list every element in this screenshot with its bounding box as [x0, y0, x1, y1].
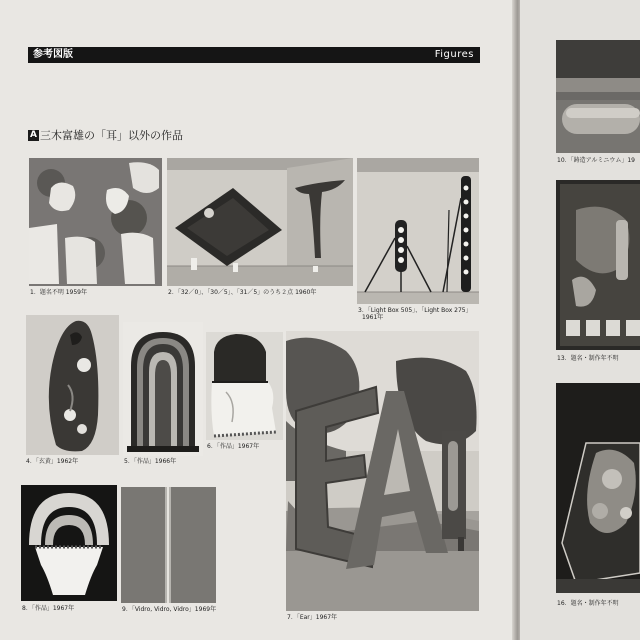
figure-3-photo [357, 158, 479, 304]
figure-9-caption: 9．「Vidro, Vidro, Vidro」1969年 [122, 606, 217, 613]
figure-6-photo [206, 332, 283, 440]
section-letter: A [28, 130, 39, 141]
figure-4-photo [26, 315, 119, 455]
figure-6-caption: 6．「作品」1967年 [207, 443, 260, 450]
figure-5-caption: 5．「作品」1966年 [124, 458, 177, 465]
figure-16-photo [556, 383, 640, 593]
figure-2-photo [167, 158, 353, 286]
figure-1-photo [29, 158, 162, 286]
figure-16-caption: 16．題名・制作年不明 [557, 600, 619, 607]
figure-10-photo [556, 40, 640, 153]
section-heading [28, 127, 183, 143]
header-title-jp: 参考図版 [33, 49, 73, 60]
figure-8-caption: 8．「作品」1967年 [22, 605, 75, 612]
figure-8-photo [21, 485, 117, 601]
figure-2-caption: 2．「32／0」、「30／5」、「31／5」のうち２点 1960年 [168, 289, 317, 296]
figure-13-photo [556, 180, 640, 350]
figure-3-caption: 3．「Light Box 505」、「Light Box 275」 [358, 307, 472, 314]
figure-1-caption: 1．題名不明 1959年 [30, 289, 87, 296]
figures-header-bar [28, 47, 480, 63]
header-title-en: Figures [434, 49, 474, 60]
figure-5-photo [123, 322, 203, 456]
figure-7-photo [286, 331, 479, 611]
figure-3-caption-year: 1961年 [362, 314, 384, 321]
figure-4-caption: 4．「玄黄」1962年 [26, 458, 79, 465]
figure-13-caption: 13．題名・制作年不明 [557, 355, 619, 362]
figure-9-photo [121, 487, 216, 603]
section-heading-text: 三木富雄の「耳」以外の作品 [40, 129, 183, 142]
figure-10-caption: 10．「鋳造アルミニウム」19 [557, 157, 635, 164]
figure-7-caption: 7．「Ear」1967年 [287, 614, 338, 621]
